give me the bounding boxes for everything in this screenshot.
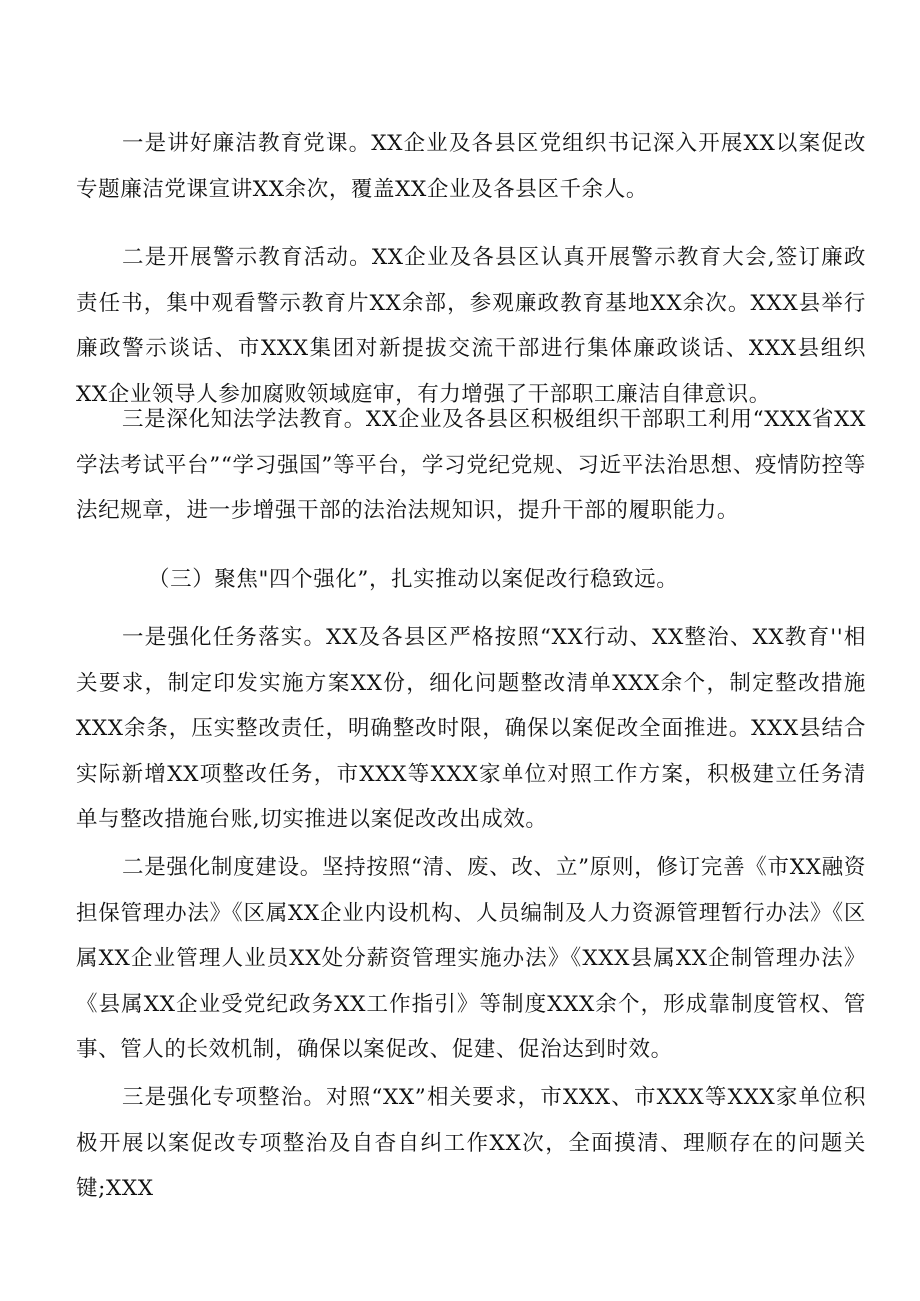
paragraph-system-building: 二是强化制度建设。坚持按照“清、废、改、立”原则，修订完善《市XX融资担保管理办法》《区属XX企业内设机构、人员编制及人力资源管理暂行办法》《区属XX企业管理人业员XX处分薪资管理实施办法》《XXX县属XX企制管理办法》《县属XX企业受党纪政务XX工作指引》等制度XXX余个，形成靠制度管权、管事、管人的长效机制，确保以案促改、促建、促治达到时效。 [76,855,866,1063]
paragraph-special-rectification: 三是强化专项整治。对照“XX”相关要求，市XXX、市XXX等XXX家单位积极开展以案促改专项整治及自杳自纠工作XX次，全面摸清、理顺存在的问题关键;XXX [76,1085,866,1202]
paragraph-law-education: 三是深化知法学法教育。XX企业及各县区积极组织干部职工利用“XXX省XX学法考试平台”“学习强国”等平台，学习党纪党规、习近平法治思想、疫情防控等法纪规章，进一步增强干部的法治法规知识，提升干部的履职能力。 [76,407,866,524]
section-heading: （三）聚焦"四个强化”，扎实推动以案促改行稳致远。 [148,567,679,592]
paragraph-warning-education: 二是开展警示教育活动。XX企业及各县区认真开展警示教育大会,签订廉政责任书，集中观看警示教育片XX余部，参观廉政教育基地XX余次。XXX县举行廉政警示谈话、市XXX集团对新提拔交流干部进行集体廉政谈话、XXX县组织XX企业领导人参加腐败领域庭审，有力增强了干部职工廉洁自律意识。 [76,245,866,407]
paragraph-anti-corruption-lecture: 一是讲好廉洁教育党课。XX企业及各县区党组织书记深入开展XX以案促改专题廉洁党课宣讲XX余次，覆盖XX企业及各县区千余人。 [76,131,866,202]
paragraph-task-implementation: 一是强化任务落实。XX及各县区严格按照“XX行动、XX整治、XX教育''相关要求，制定印发实施方案XX份，细化问题整改清单XXX余个，制定整改措施XXX余条，压实整改责任，明确整改时限，确保以案促改全面推进。XXX县结合实际新增XX项整改任务，市XXX等XXX家单位对照工作方案，积极建立任务清单与整改措施台账,切实推进以案促改改出成效。 [76,625,866,833]
